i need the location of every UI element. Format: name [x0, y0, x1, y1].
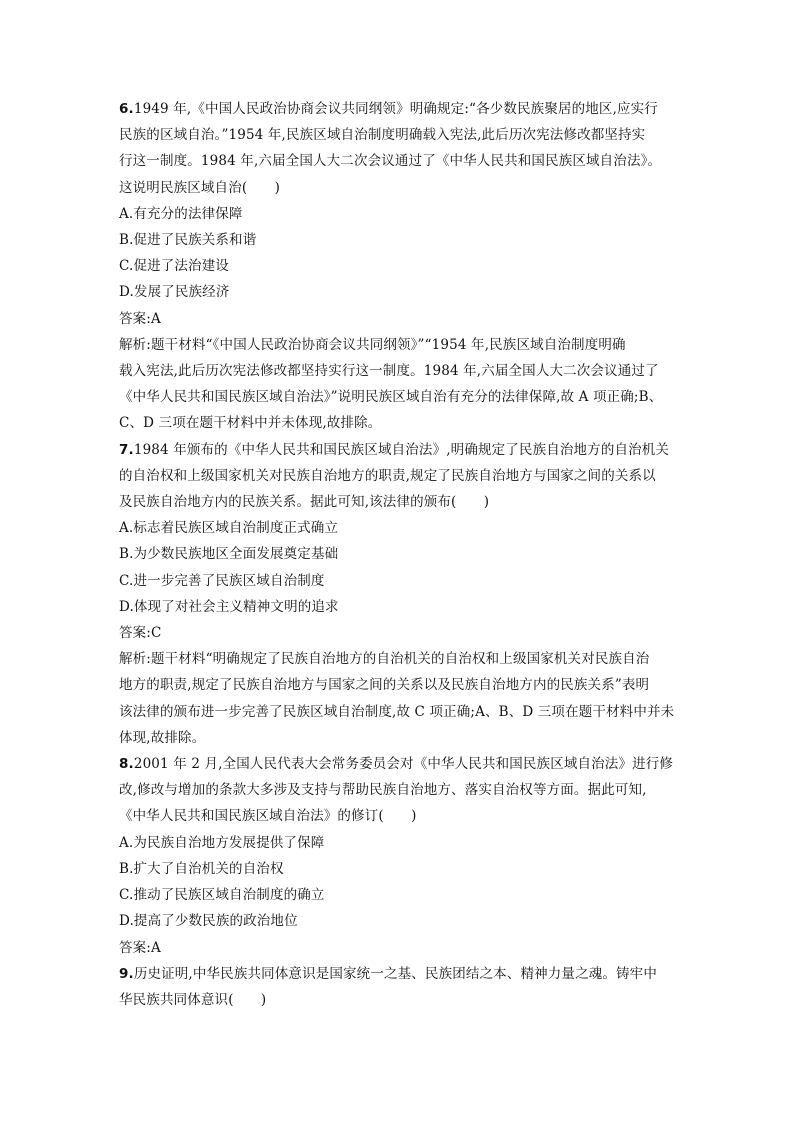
question-stem-line: 华民族共同体意识( ) — [119, 991, 267, 1008]
option-b: B.为少数民族地区全面发展奠定基础 — [119, 546, 339, 563]
option-c: C.进一步完善了民族区域自治制度 — [119, 572, 325, 589]
analysis-line: C、D 三项在题干材料中并未体现,故排除。 — [119, 415, 382, 432]
answer: 答案:A — [119, 939, 161, 956]
option-a: A.为民族自治地方发展提供了保障 — [119, 834, 325, 851]
analysis-line: 《中华人民共和国民族区域自治法》”说明民族区域自治有充分的法律保障,故 A 项正确;B、 — [119, 389, 663, 406]
question-stem-line: 行这一制度。1984 年,六届全国人大二次会议通过了《中华人民共和国民族区域自治法》。 — [119, 153, 662, 170]
analysis-label: 解析: — [119, 651, 151, 668]
question-stem-line: 9.历史证明,中华民族共同体意识是国家统一之基、民族团结之本、精神力量之魂。铸牢中 — [119, 965, 657, 982]
question-stem-line: 及民族自治地方内的民族关系。据此可知,该法律的颁布( ) — [119, 494, 490, 511]
question-stem-line: 改,修改与增加的条款大多涉及支持与帮助民族自治地方、落实自治权等方面。据此可知, — [119, 782, 647, 799]
question-7 — [119, 437, 679, 751]
option-d: D.体现了对社会主义精神文明的追求 — [119, 598, 339, 615]
analysis-line: 解析:题干材料“明确规定了民族自治地方的自治机关的自治权和上级国家机关对民族自治 — [119, 651, 650, 668]
question-number: 6. — [119, 101, 134, 117]
question-number: 9. — [119, 965, 134, 982]
analysis-line: 载入宪法,此后历次宪法修改都坚持实行这一制度。1984 年,六届全国人大二次会议通过了 — [119, 363, 659, 380]
question-number: 8. — [119, 756, 134, 773]
analysis-line: 体现,故排除。 — [119, 729, 206, 746]
question-stem-line: 民族的区域自治。”1954 年,民族区域自治制度明确载入宪法,此后历次宪法修改都坚持实 — [119, 127, 646, 144]
option-a: A.有充分的法律保障 — [119, 205, 243, 222]
analysis-line: 地方的职责,规定了民族自治地方与国家之间的关系以及民族自治地方内的民族关系”表明 — [119, 677, 650, 694]
option-d: D.发展了民族经济 — [119, 284, 230, 301]
question-number: 7. — [119, 441, 134, 458]
question-stem-line: 的自治权和上级国家机关对民族自治地方的职责,规定了民族自治地方与国家之间的关系以 — [119, 467, 656, 484]
question-6 — [119, 96, 679, 437]
option-b: B.促进了民族关系和谐 — [119, 232, 257, 249]
document-page — [119, 96, 679, 1013]
question-stem-line: 《中华人民共和国民族区域自治法》的修订( ) — [119, 808, 417, 825]
question-stem-line: 6.1949 年,《中国人民政治协商会议共同纲领》明确规定:“各少数民族聚居的地区,应实行 — [119, 101, 658, 117]
analysis-label: 解析: — [119, 336, 151, 353]
option-d: D.提高了少数民族的政治地位 — [119, 913, 298, 930]
answer: 答案:A — [119, 310, 161, 327]
answer: 答案:C — [119, 625, 162, 642]
question-stem-line: 这说明民族区域自治( ) — [119, 179, 280, 196]
option-c: C.促进了法治建设 — [119, 258, 229, 275]
analysis-line: 该法律的颁布进一步完善了民族区域自治制度,故 C 项正确;A、B、D 三项在题干材料中并未 — [119, 703, 675, 720]
question-8 — [119, 751, 679, 961]
analysis-line: 解析:题干材料“《中国人民政治协商会议共同纲领》”“1954 年,民族区域自治制度明确 — [119, 336, 626, 353]
option-c: C.推动了民族区域自治制度的确立 — [119, 887, 325, 904]
question-9 — [119, 961, 679, 1013]
option-b: B.扩大了自治机关的自治权 — [119, 860, 284, 877]
question-stem-line: 8.2001 年 2 月,全国人民代表大会常务委员会对《中华人民共和国民族区域自治法》进行修 — [119, 756, 674, 773]
option-a: A.标志着民族区域自治制度正式确立 — [119, 520, 339, 537]
question-stem-line: 7.1984 年颁布的《中华人民共和国民族区域自治法》,明确规定了民族自治地方的自治机关 — [119, 441, 670, 458]
